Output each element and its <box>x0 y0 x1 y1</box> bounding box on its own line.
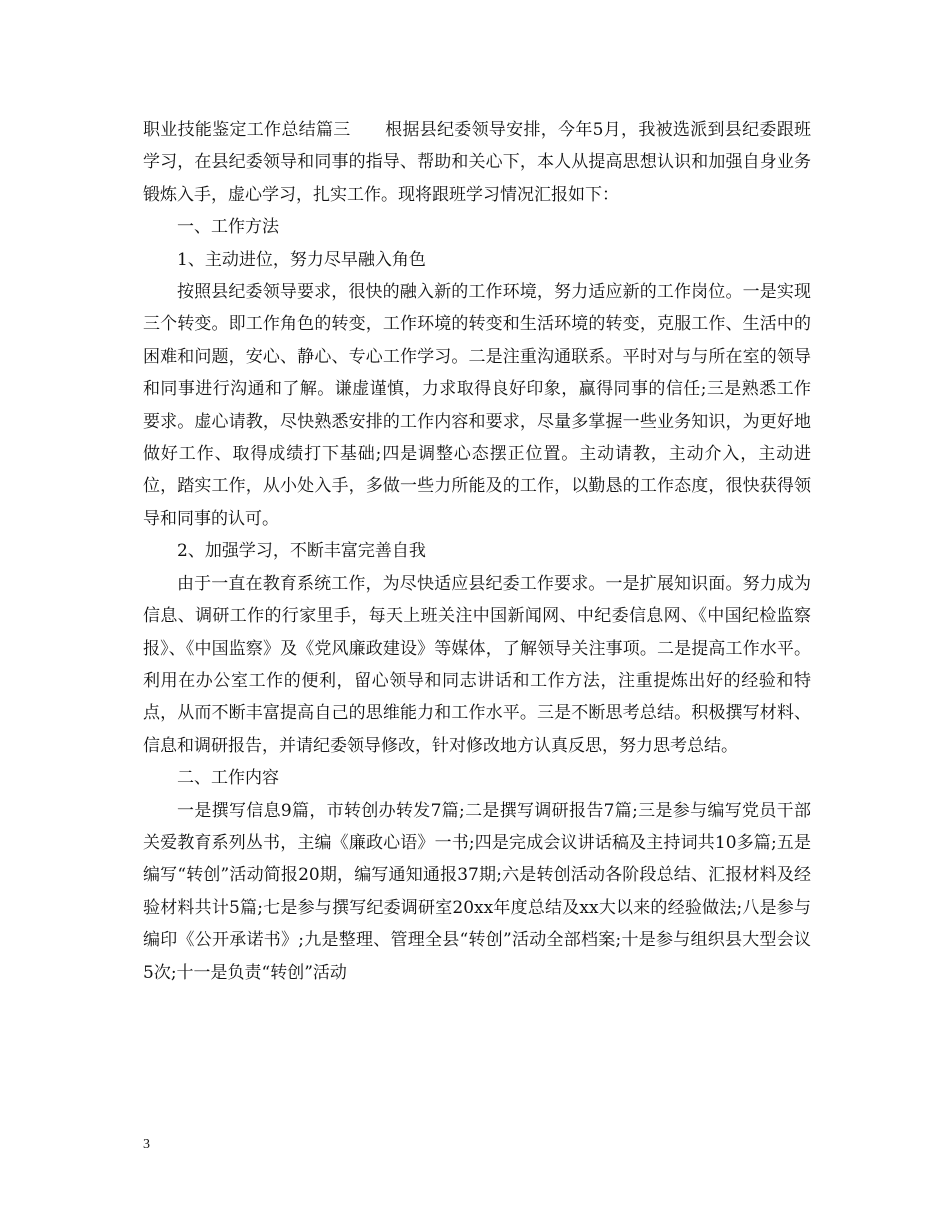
paragraph-strengthen-learning: 由于一直在教育系统工作，为尽快适应县纪委工作要求。一是扩展知识面。努力成为信息、调研工作的行家里手，每天上班关注中国新闻网、中纪委信息网、《中国纪检监察报》、《中国监察》及《党风廉政建设》等媒体，了解领导关注事项。二是提高工作水平。利用在办公室工作的便利，留心领导和同志讲话和工作方法，注重提炼出好的经验和特点，从而不断丰富提高自己的思维能力和工作水平。三是不断思考总结。积极撰写材料、信息和调研报告，并请纪委领导修改，针对修改地方认真反思，努力思考总结。 <box>143 573 811 756</box>
paragraph-active-positioning: 按照县纪委领导要求，很快的融入新的工作环境，努力适应新的工作岗位。一是实现三个转变。即工作角色的转变，工作环境的转变和生活环境的转变，克服工作、生活中的困难和问题，安心、静心、专心工作学习。二是注重沟通联系。平时对与与所在室的领导和同事进行沟通和了解。谦虚谨慎，力求取得良好印象，赢得同事的信任;三是熟悉工作要求。虚心请教，尽快熟悉安排的工作内容和要求，尽量多掌握一些业务知识，为更好地做好工作、取得成绩打下基础;四是调整心态摆正位置。主动请教，主动介入，主动进位，踏实工作，从小处入手，多做一些力所能及的工作，以勤恳的工作态度，很快获得领导和同事的认可。 <box>143 282 811 529</box>
page-number: 3 <box>143 1137 150 1152</box>
heading-work-content: 二、工作内容 <box>177 768 279 789</box>
paragraph-intro: 职业技能鉴定工作总结篇三 根据县纪委领导安排，今年5月，我被选派到县纪委跟班学习，在县纪委领导和同事的指导、帮助和关心下，本人从提高思想认识和加强自身业务锻炼入手，虚心学习，扎实工作。现将跟班学习情况汇报如下： <box>143 120 811 205</box>
paragraph-work-content: 一是撰写信息9篇，市转创办转发7篇;二是撰写调研报告7篇;三是参与编写党员干部关爱教育系列丛书，主编《廉政心语》一书;四是完成会议讲话稿及主持词共10多篇;五是编写“转创”活动简报20期，编写通知通报37期;六是转创活动各阶段总结、汇报材料及经验材料共计5篇;七是参与撰写纪委调研室20xx年度总结及xx大以来的经验做法;八是参与编印《公开承诺书》;九是整理、管理全县“转创”活动全部档案;十是参与组织县大型会议5次;十一是负责“转创”活动 <box>143 800 811 983</box>
heading-work-methods: 一、工作方法 <box>177 217 279 238</box>
subheading-active-positioning: 1、主动进位，努力尽早融入角色 <box>177 249 426 270</box>
subheading-strengthen-learning: 2、加强学习，不断丰富完善自我 <box>177 541 426 562</box>
document-body <box>143 114 811 989</box>
